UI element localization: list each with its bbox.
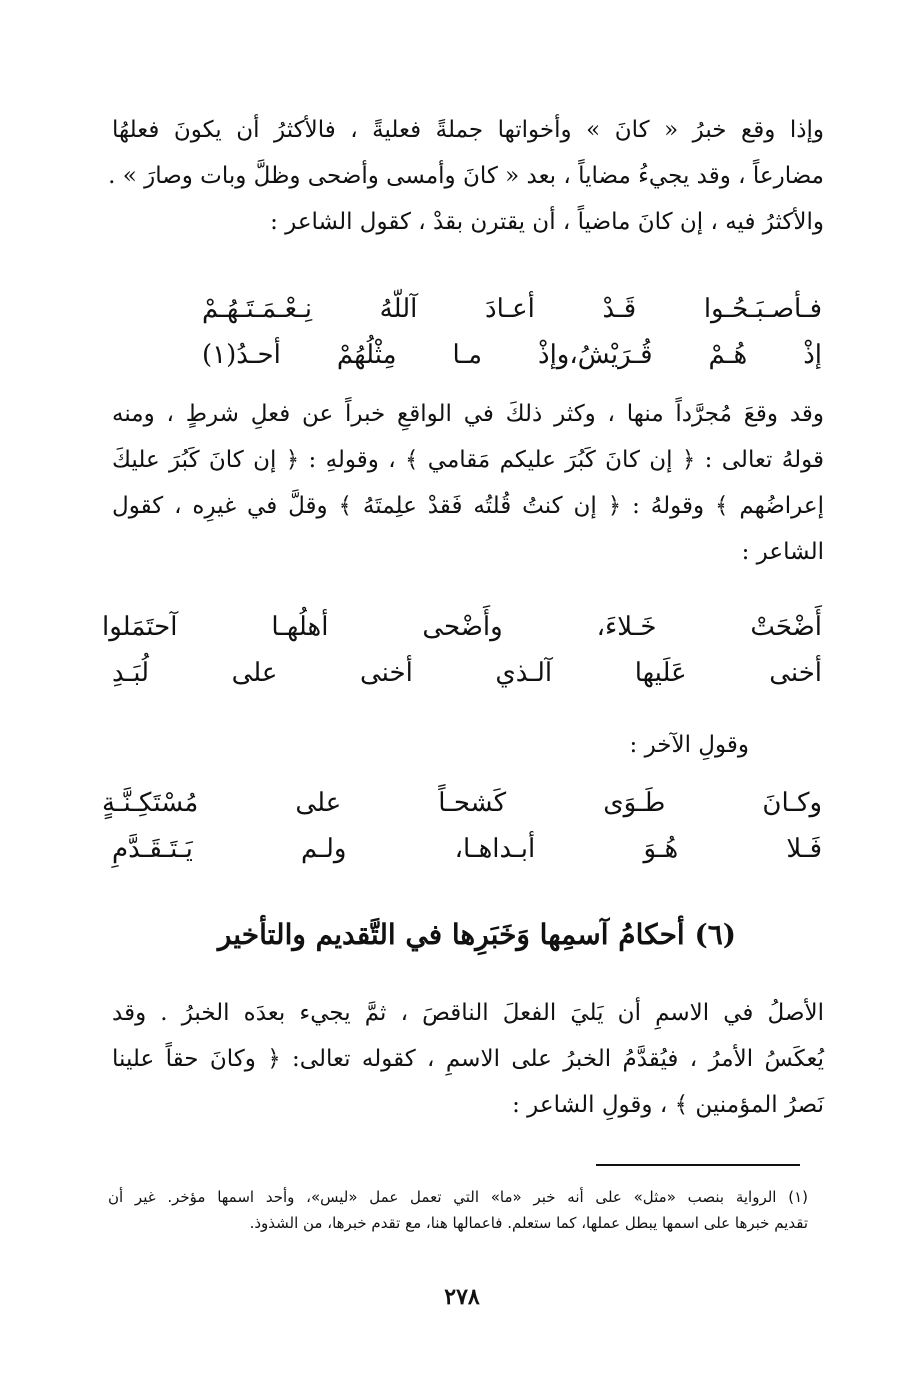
text-line: وإذا وقع خبرُ « كانَ » وأخواتها جملةً فعليةً ، فالأكثرُ أن يكونَ فعلهُا xyxy=(112,117,824,143)
poem-verse-3 xyxy=(102,780,822,872)
text-line: الشاعر : xyxy=(741,539,824,565)
verse-hemistich: أَضْحَتْ خَـلاءَ، وأَضْحى أهلُهـا آحتَمَلوا xyxy=(102,612,822,642)
footnote-separator xyxy=(596,1164,800,1166)
text-line: الأصلُ في الاسمِ أن يَليَ الفعلَ الناقصَ ، ثمَّ يجيء بعدَه الخبرُ . وقد xyxy=(112,1000,824,1026)
footnote-line: تقديم خبرها على اسمها يبطل عملها، كما ستعلم. فاعمالها هنا، مع تقدم خبرها، من الشذوذ. xyxy=(249,1214,808,1232)
verse-hemistich: وكـانَ طَـوَى كَشحـاً على مُسْتَكِـنَّـةٍ xyxy=(102,788,822,818)
verse-hemistich: فَـلا هُـوَ أبـداهـا، ولـم يَـتَـقَـدَّمِ xyxy=(112,834,822,864)
verse-hemistich: أخنى عَلَيها آلـذي أخنى على لُبَـدِ xyxy=(112,658,822,688)
section-heading: (٦) أحكامُ آسمِها وَخَبَرِها في التَّقديم والتأخير xyxy=(217,918,736,951)
paragraph-without-qad xyxy=(112,391,824,575)
text-line: قولهُ تعالى : ﴿ إن كانَ كَبُرَ عليكم مَقامي ﴾ ، وقولهِ : ﴿ إن كانَ كَبُرَ عليكَ xyxy=(112,447,824,473)
text-line: نَصرُ المؤمنين ﴾ ، وقولِ الشاعر : xyxy=(512,1092,824,1118)
footnote-line: (١) الرواية بنصب «مثل» على أنه خبر «ما» التي تعمل عمل «ليس»، وأحد اسمها مؤخر. غير أن xyxy=(108,1188,808,1206)
verse-hemistich: فـأصـبَـحُـوا قَـدْ أعـادَ آللّهُ نِـعْـمَـتَـهُـمْ xyxy=(202,294,822,324)
poem-verse-1 xyxy=(202,286,822,378)
paragraph-word-order xyxy=(112,990,824,1128)
text-line: مضارعاً ، وقد يجيءُ مضاياً ، بعد « كانَ وأمسى وأضحى وظلَّ وبات وصارَ » . xyxy=(108,163,824,189)
text-line: يُعكَسُ الأمرُ ، فيُقدَّمُ الخبرُ على الاسمِ ، كقوله تعالى: ﴿ وكانَ حقاً علينا xyxy=(112,1046,824,1072)
verse-hemistich: إذْ هُـمْ قُـرَيْشُ،وإذْ مـا مِثْلُهُمْ أحـدُ(١) xyxy=(202,340,822,370)
page-number: ٢٧٨ xyxy=(444,1284,480,1310)
text-line: وقد وقعَ مُجرَّداً منها ، وكثر ذلكَ في الواقعِ خبراً عن فعلِ شرطٍ ، ومنه xyxy=(112,401,824,427)
text-line: والأكثرُ فيه ، إن كانَ ماضياً ، أن يقترن بقدْ ، كقول الشاعر : xyxy=(270,209,824,235)
text-line: وقولِ الآخر : xyxy=(629,732,749,758)
footnote xyxy=(108,1184,808,1236)
paragraph-kana-verbal-predicate xyxy=(108,107,824,245)
poem-verse-2 xyxy=(102,604,822,696)
paragraph-other-poet xyxy=(112,722,824,768)
text-line: إعراضُهم ﴾ وقولهُ : ﴿ إن كنتُ قُلتُه فَقدْ علِمتَهُ ﴾ وقلَّ في غيرِه ، كقول xyxy=(112,493,824,519)
